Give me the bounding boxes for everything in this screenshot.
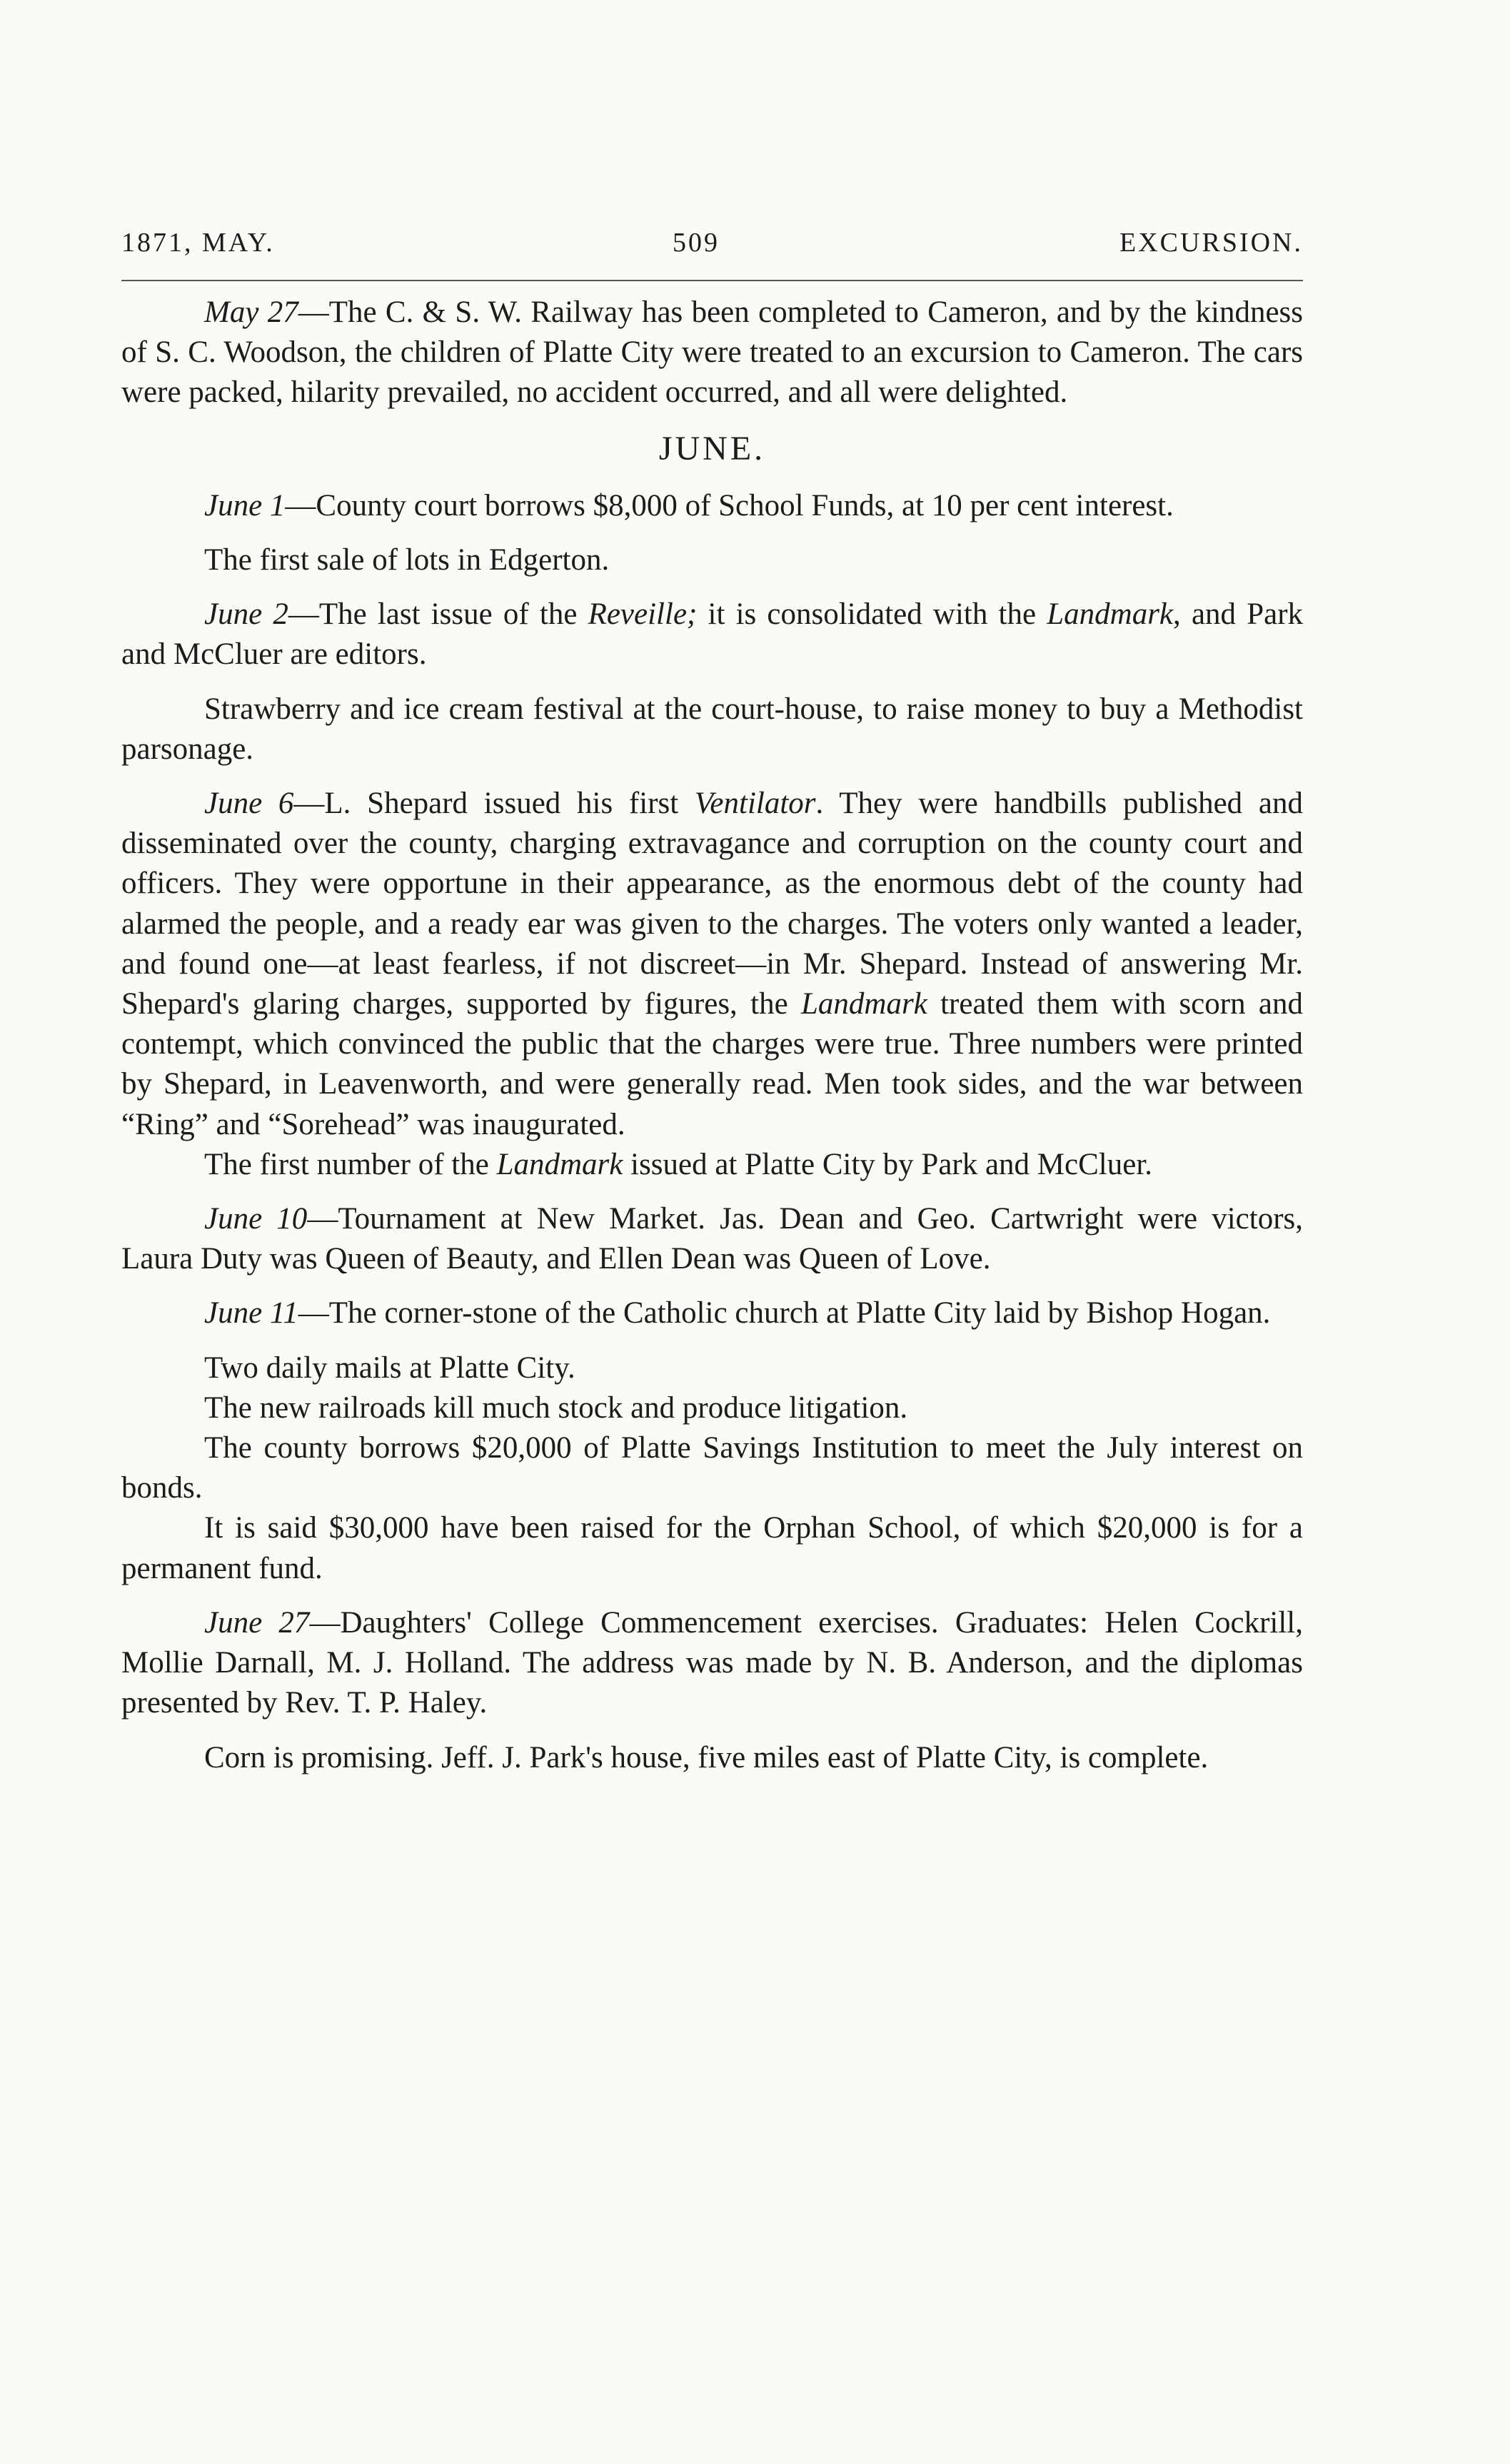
entry-railroads: The new railroads kill much stock and produce litigation. [204, 1390, 908, 1425]
entry-county-borrows: The county borrows $20,000 of Platte Savings Institution to meet the July interest on bonds. [121, 1431, 1303, 1505]
header-rule [121, 280, 1303, 281]
entry-date: June 1 [204, 488, 286, 522]
header-topic: EXCURSION. [1119, 228, 1303, 258]
running-header [121, 227, 1303, 263]
entry-text: —County court borrows $8,000 of School Funds, at 10 per cent interest. [285, 488, 1174, 522]
entry-strawberry-festival: Strawberry and ice cream festival at the court-house, to raise money to buy a Methodist parsonage. [121, 692, 1303, 766]
newspaper-name: Reveille; [588, 597, 698, 632]
entry-june-6 [121, 784, 1303, 1145]
entry-text: —L. Shepard issued his first [293, 787, 695, 821]
entry-text: —The last issue of the [288, 597, 588, 632]
entry-text: it is consolidated with the [697, 597, 1047, 632]
entry-text: treated them with scorn and contempt, which convinced the public that the charges were true. Three numbers were printed by Shepard, in Leavenworth, and were generally read. Men took sides, and the war between “Ring” and “Sorehead” was inaugurated. [121, 987, 1303, 1141]
entry-text: , and Park and McCluer are editors. [121, 597, 1304, 672]
entry-text: —Daughters' College Commencement exercises. Graduates: Helen Cockrill, Mollie Darnall, M. J. Holland. The address was made by N. B. Anderson, and the diplomas presented by Rev. T. P. Haley. [121, 1605, 1303, 1720]
entry-text: issued at Platte City by Park and McCluer. [623, 1147, 1153, 1181]
entry-text: The first number of the [204, 1147, 497, 1181]
entry-june-27 [121, 1603, 1303, 1724]
entry-date: May 27 [204, 296, 298, 329]
entry-date: June 10 [204, 1202, 308, 1236]
entry-landmark-first-number [121, 1145, 1303, 1185]
newspaper-name: Landmark [800, 987, 927, 1021]
newspaper-name: Landmark [1047, 597, 1174, 632]
newspaper-name: Landmark [496, 1147, 623, 1181]
entry-text: —The corner-stone of the Catholic church at Platte City laid by Bishop Hogan. [298, 1296, 1271, 1331]
entry-edgerton-lots: The first sale of lots in Edgerton. [204, 543, 610, 577]
entry-june-11 [121, 1293, 1303, 1333]
entry-june-2 [121, 595, 1303, 675]
section-title: JUNE. [658, 429, 766, 468]
newspaper-name: Ventilator [694, 787, 816, 821]
entry-text: —The C. & S. W. Railway has been completed to Cameron, and by the kindness of S. C. Woodson, the children of Platte City were treated to an excursion to Cameron. The cars were packed, hilarity prevailed, no accident occurred, and all were delighted. [121, 296, 1304, 410]
entry-date: June 6 [204, 787, 294, 821]
page-number: 509 [673, 228, 720, 258]
entry-may-27 [121, 293, 1303, 413]
entry-june-10 [121, 1199, 1303, 1279]
entry-date: June 27 [204, 1605, 310, 1640]
entry-text: —Tournament at New Market. Jas. Dean and Geo. Cartwright were victors, Laura Duty was Queen of Beauty, and Ellen Dean was Queen of Love. [121, 1202, 1304, 1276]
entry-june-1 [121, 486, 1303, 526]
page-body [121, 293, 1303, 1778]
entry-daily-mails: Two daily mails at Platte City. [204, 1350, 575, 1385]
entry-corn-promising: Corn is promising. Jeff. J. Park's house, five miles east of Platte City, is complete. [204, 1740, 1209, 1774]
entry-orphan-school: It is said $30,000 have been raised for the Orphan School, of which $20,000 is for a permanent fund. [121, 1511, 1303, 1585]
entry-date: June 2 [204, 597, 288, 632]
entry-date: June 11 [204, 1296, 298, 1331]
header-date: 1871, MAY. [121, 228, 275, 258]
entry-text: . They were handbills published and disseminated over the county, charging extravagance and corruption on the county court and officers. They were opportune in their appearance, as the enormous debt of the county had alarmed the people, and a ready ear was given to the charges. The voters only wanted a leader, and found one—at least fearless, if not discreet—in Mr. Shepard. Instead of answering Mr. Shepard's glaring charges, supported by figures, the [121, 787, 1304, 1021]
